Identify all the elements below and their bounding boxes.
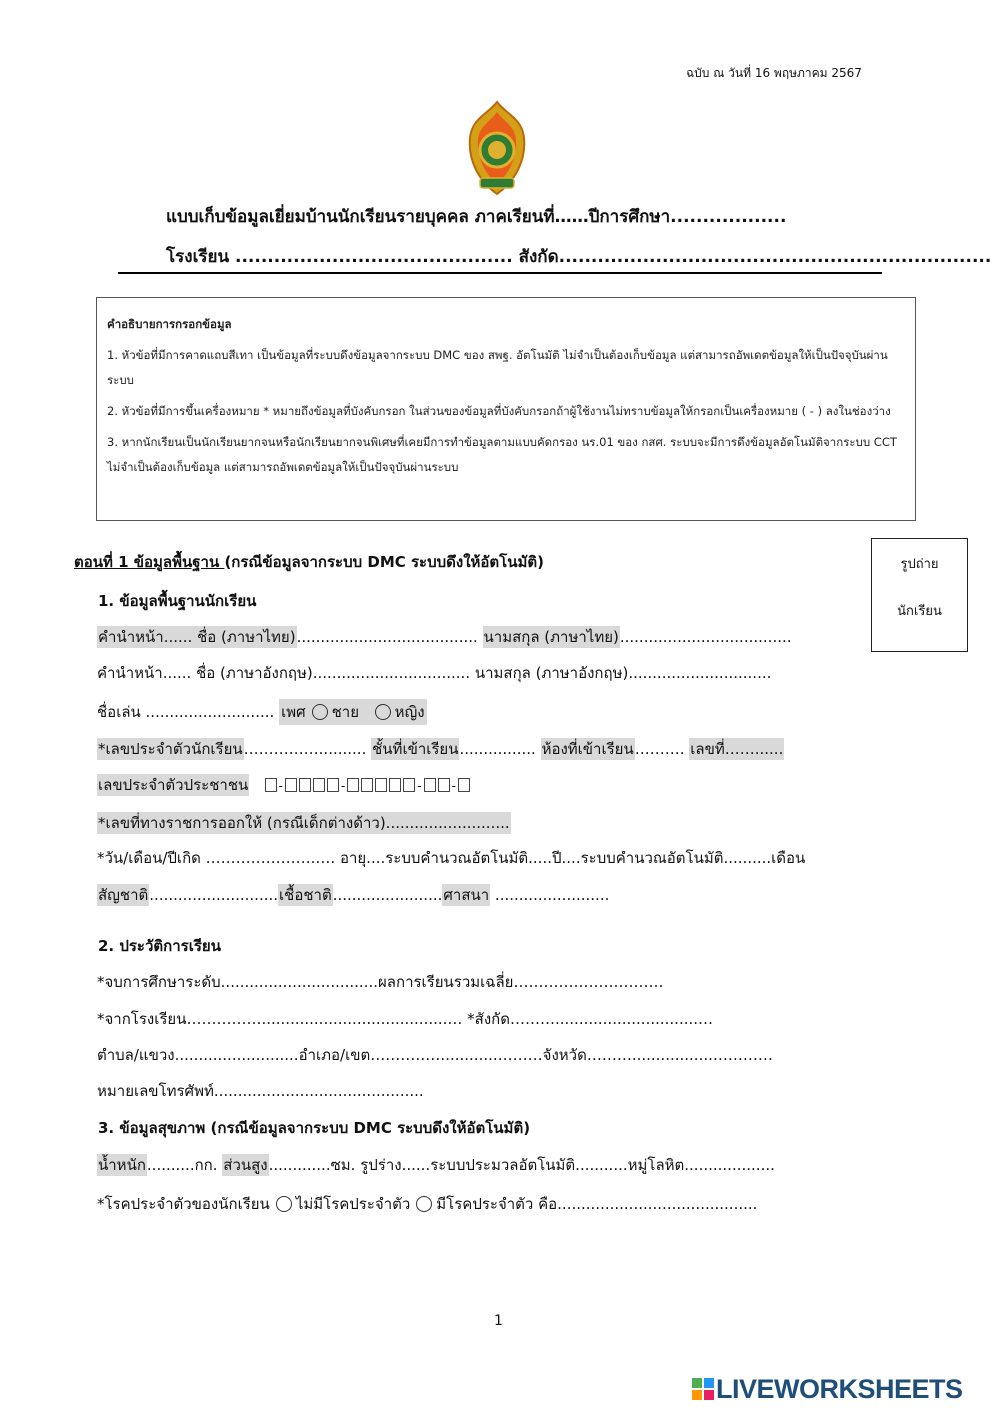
no-disease-label: ไม่มีโรคประจำตัว <box>295 1195 411 1213</box>
thai-surname-field[interactable]: .................................... <box>619 628 792 646</box>
thai-name-label: คำนำหน้า...... ชื่อ (ภาษาไทย) <box>98 628 296 646</box>
page-number: 1 <box>494 1313 503 1329</box>
instruction-item: 3. หากนักเรียนเป็นนักเรียนยากจนหรือนักเรียนยากจนพิเศษที่เคยมีการทำข้อมูลตามแบบคัดกรอง นร.01 ของ กสศ. ระบบจะมีการดึงข้อมูลอัตโนมัติจากระบบ CCT ไม่จำเป็นต้องเก็บข้อมูล แต่สามารถอัพเดตข้อมูลให้เป็นปัจจุบันผ่านระบบ <box>107 435 897 474</box>
female-radio[interactable] <box>375 704 391 720</box>
gender-label: เพศ <box>281 703 306 721</box>
ethnicity-field[interactable]: ....................... <box>332 886 443 904</box>
header-divider <box>118 272 882 274</box>
student-info-heading: 1. ข้อมูลพื้นฐานนักเรียน <box>98 592 257 610</box>
previous-school-row[interactable]: *จากโรงเรียน…………….......................................… *สังกัด………..............................… <box>97 1010 714 1028</box>
liveworksheets-icon <box>692 1378 714 1400</box>
height-field[interactable]: .............ซม. รูปร่าง......ระบบประมวลอัตโนมัติ...........หมู่โลหิต................... <box>268 1156 775 1174</box>
female-label: หญิง <box>394 703 425 721</box>
has-disease-radio[interactable] <box>416 1196 432 1212</box>
grade-label: ชั้นที่เข้าเรียน <box>372 740 459 758</box>
birth-date-row[interactable]: *วัน/เดือน/ปีเกิด ………………….…. อายุ....ระบบคำนวณอัตโนมัติ.....ปี....ระบบคำนวณอัตโนมัติ..........เดือน <box>97 849 806 867</box>
weight-field[interactable]: ..........กก. <box>146 1156 223 1174</box>
student-id-field[interactable]: …………….......... <box>243 740 367 758</box>
health-heading <box>98 1116 530 1140</box>
gender-group <box>279 699 427 725</box>
religion-label: ศาสนา <box>443 886 490 904</box>
liveworksheets-logo <box>692 1374 963 1405</box>
religion-field[interactable]: ........................ <box>490 886 610 904</box>
instruction-item: 2. หัวข้อที่มีการขึ้นเครื่องหมาย * หมายถึงข้อมูลที่บังคับกรอก ในส่วนของข้อมูลที่บังคับกรอกถ้าผู้ใช้งานไม่ทราบข้อมูลให้กรอกเป็นเครื่องหมาย ( - ) ลงในช่องว่าง <box>107 404 891 418</box>
no-disease-radio[interactable] <box>276 1196 292 1212</box>
liveworksheets-wordmark: LIVEWORKSHEETS <box>716 1374 963 1404</box>
section1-heading <box>74 550 544 574</box>
photo-label-1: รูปถ่าย <box>900 557 939 572</box>
version-date: ฉบับ ณ วันที่ 16 พฤษภาคม 2567 <box>686 66 862 80</box>
national-id-row <box>97 773 471 797</box>
education-level-row[interactable]: *จบการศึกษาระดับ.................................ผลการเรียนรวมเฉลี่ย………………………… <box>97 973 664 991</box>
health-heading-note: (กรณีข้อมูลจากระบบ DMC ระบบดึงให้อัตโนมัติ) <box>210 1119 531 1137</box>
english-name-row[interactable]: คำนำหน้า...... ชื่อ (ภาษาอังกฤษ)................................. นามสกุล (ภาษาอังกฤษ).............................. <box>97 664 772 682</box>
gov-id-row <box>97 811 511 835</box>
room-label: ห้องที่เข้าเรียน <box>541 740 634 758</box>
health-heading-title: 3. ข้อมูลสุขภาพ <box>98 1119 211 1137</box>
form-title: แบบเก็บข้อมูลเยี่ยมบ้านนักเรียนรายบุคคล ภาคเรียนที่……ปีการศึกษา.................. <box>166 207 787 227</box>
student-id-row <box>97 737 784 761</box>
thai-name-row <box>97 625 792 649</box>
disease-row <box>97 1192 757 1216</box>
nickname-field[interactable]: ชื่อเล่น ........................... <box>97 703 275 721</box>
instruction-item: 1. หัวข้อที่มีการคาดแถบสีเทา เป็นข้อมูลที่ระบบดึงข้อมูลจากระบบ DMC ของ สพฐ. อัตโนมัติ ไม่จำเป็นต้องเก็บข้อมูล แต่สามารถอัพเดตข้อมูลให้เป็นปัจจุบันผ่านระบบ <box>107 348 888 387</box>
weight-label: น้ำหนัก <box>98 1156 146 1174</box>
nationality-field[interactable]: ........................... <box>149 886 279 904</box>
national-id-label: เลขประจำตัวประชาชน <box>98 776 249 794</box>
student-photo-box[interactable] <box>871 538 968 652</box>
section1-heading-note: (กรณีข้อมูลจากระบบ DMC ระบบดึงให้อัตโนมัติ) <box>224 553 544 571</box>
section1-heading-underlined: ตอนที่ 1 ข้อมูลพื้นฐาน <box>74 553 225 571</box>
gov-id-field[interactable]: *เลขที่ทางราชการออกให้ (กรณีเด็กต่างด้าว).......................... <box>98 814 510 832</box>
photo-label-2: นักเรียน <box>897 604 942 619</box>
school-emblem-icon <box>462 100 532 196</box>
instructions-box <box>96 297 916 521</box>
ethnicity-label: เชื้อชาติ <box>279 886 332 904</box>
thai-surname-label: นามสกุล (ภาษาไทย) <box>483 628 619 646</box>
weight-height-row <box>97 1153 775 1177</box>
male-label: ชาย <box>331 703 360 721</box>
grade-field[interactable]: ................ <box>459 740 536 758</box>
instructions-title: คำอธิบายการกรอกข้อมูล <box>107 317 232 331</box>
seat-number-field[interactable]: เลขที่……...... <box>690 740 784 758</box>
school-line: โรงเรียน ........................................... สังกัด................................................................... <box>166 247 992 267</box>
address-row[interactable]: ตำบล/แขวง..........................อำเภอ/เขต……………...........………จังหวัด……….................………… <box>97 1046 773 1064</box>
male-radio[interactable] <box>312 704 328 720</box>
height-label: ส่วนสูง <box>223 1156 268 1174</box>
student-id-label: *เลขประจำตัวนักเรียน <box>98 740 243 758</box>
disease-label: *โรคประจำตัวของนักเรียน <box>97 1195 270 1213</box>
thai-name-field[interactable]: ...................................... <box>296 628 478 646</box>
national-id-boxes[interactable]: - - - - <box>264 776 471 794</box>
nationality-label: สัญชาติ <box>98 886 149 904</box>
nickname-gender-row <box>97 700 427 724</box>
nationality-row <box>97 883 609 907</box>
has-disease-field[interactable]: มีโรคประจำตัว คือ.......................................... <box>436 1195 758 1213</box>
room-field[interactable]: ………. <box>634 740 685 758</box>
phone-row[interactable]: หมายเลขโทรศัพท์............................................ <box>97 1082 424 1100</box>
education-heading: 2. ประวัติการเรียน <box>98 937 221 955</box>
